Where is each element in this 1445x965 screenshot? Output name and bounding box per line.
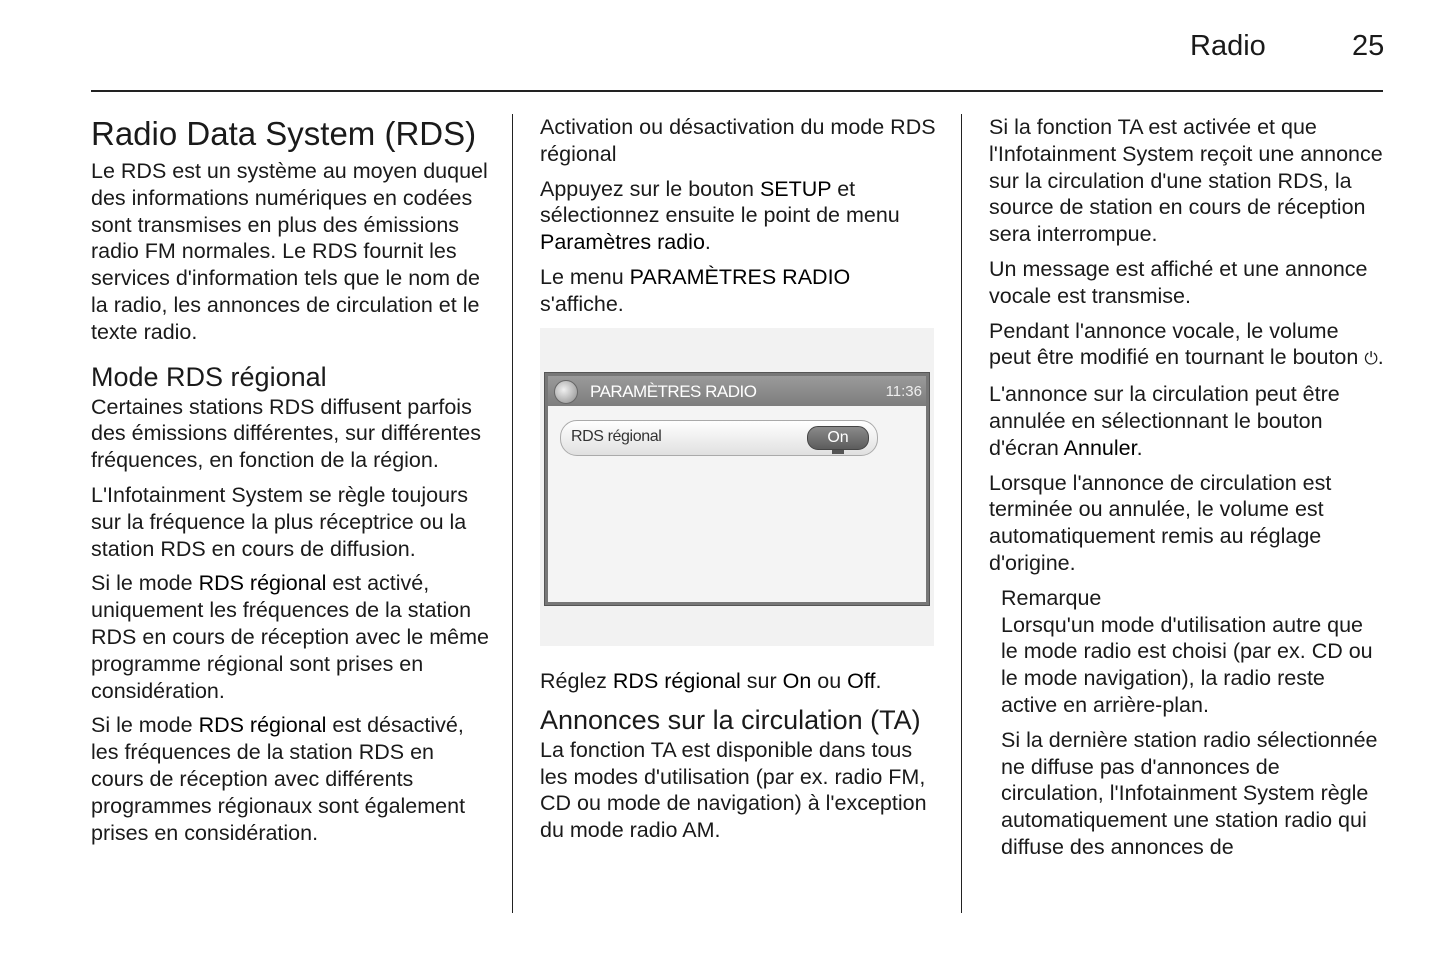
rds-intro: Le RDS est un système au moyen duquel des informations numériques en codées sont transmises en plus des émissions radio FM normales. Le RDS fournit les services d'information tels que le nom de la radio, les annonces de circulation et le texte radio.	[91, 159, 488, 344]
power-icon: ⏻	[1364, 349, 1378, 370]
ta-paragraph-2: Si la fonction TA est activée et que l'Infotainment System reçoit une annonce sur la circulation d'une station RDS, la source de station en cours de réception sera interrompue.	[989, 115, 1383, 247]
screen-title: PARAMÈTRES RADIO	[590, 382, 757, 401]
ta-paragraph-5: L'annonce sur la circulation peut être annulée en sélectionnant le bouton d'écran Annuler.	[989, 382, 1340, 460]
ta-paragraph-1: La fonction TA est disponible dans tous les modes d'utilisation (par ex. radio FM, CD ou mode de navigation) à l'exception du mode radio AM.	[540, 737, 927, 843]
setting-row-rds-regional[interactable]	[560, 420, 878, 456]
subheading-activation: Activation ou désactivation du mode RDS régional	[540, 115, 936, 166]
ta-paragraph-4: Pendant l'annonce vocale, le volume peut être modifié en tournant le bouton ⏻.	[989, 318, 1384, 370]
header-divider	[91, 90, 1383, 92]
mode-paragraph-3: Si le mode RDS régional est activé, uniquement les fréquences de la station RDS en cours de réception avec le même programme régional sont prises en considération.	[91, 571, 489, 703]
screen-frame	[544, 372, 930, 606]
heading-traffic-announcements: Annonces sur la circulation (TA)	[540, 704, 921, 735]
note-box	[989, 585, 1385, 861]
setup-instructions: Appuyez sur le bouton SETUP et sélectionnez ensuite le point de menu Paramètres radio.	[540, 176, 900, 255]
mode-paragraph-1: Certaines stations RDS diffusent parfois des émissions différentes, sur différentes fréquences, en fonction de la région.	[91, 394, 481, 473]
note-paragraph-2: Si la dernière station radio sélectionnée ne diffuse pas d'annonces de circulation, l'Infotainment System règle automatiquement une station radio qui diffuse des annonces de	[1001, 727, 1378, 859]
screen-titlebar	[548, 376, 926, 406]
set-rds-instruction: Réglez RDS régional sur On ou Off.	[540, 669, 882, 693]
column-divider-1	[512, 114, 513, 913]
note-title: Remarque	[1001, 585, 1102, 610]
menu-displayed-text: Le menu PARAMÈTRES RADIO s'affiche.	[540, 264, 851, 316]
column-divider-2	[961, 114, 962, 913]
toggle-indicator	[832, 450, 844, 454]
header-title: Radio	[1190, 30, 1266, 62]
note-paragraph-1: Lorsqu'un mode d'utilisation autre que le mode radio est choisi (par ex. CD ou le mode navigation), la radio reste active en arrière-plan.	[1001, 612, 1373, 717]
heading-mode-rds-regional: Mode RDS régional	[91, 361, 327, 392]
page-number: 25	[1352, 30, 1385, 62]
section-title-rds: Radio Data System (RDS)	[91, 115, 477, 152]
radio-settings-screen	[548, 376, 926, 602]
column-2-lower	[540, 668, 938, 852]
ta-paragraph-3: Un message est affiché et une annonce vocale est transmise.	[989, 256, 1368, 308]
screen-clock: 11:36	[885, 383, 922, 400]
mode-paragraph-4: Si le mode RDS régional est désactivé, les fréquences de la station RDS en cours de réception avec différents programmes régionaux sont également prises en considération.	[91, 713, 466, 845]
mode-paragraph-2: L'Infotainment System se règle toujours sur la fréquence la plus réceptrice ou la station RDS en cours de diffusion.	[91, 482, 468, 561]
ta-paragraph-6: Lorsque l'annonce de circulation est terminée ou annulée, le volume est automatiquement remis au réglage d'origine.	[989, 470, 1332, 575]
column-3	[989, 114, 1385, 869]
column-1	[91, 114, 491, 854]
screen-illustration	[540, 328, 934, 646]
rds-regional-toggle[interactable]: On	[807, 426, 869, 450]
setting-label: RDS régional	[571, 428, 662, 445]
column-2	[540, 114, 938, 326]
brand-logo-icon	[554, 380, 578, 404]
